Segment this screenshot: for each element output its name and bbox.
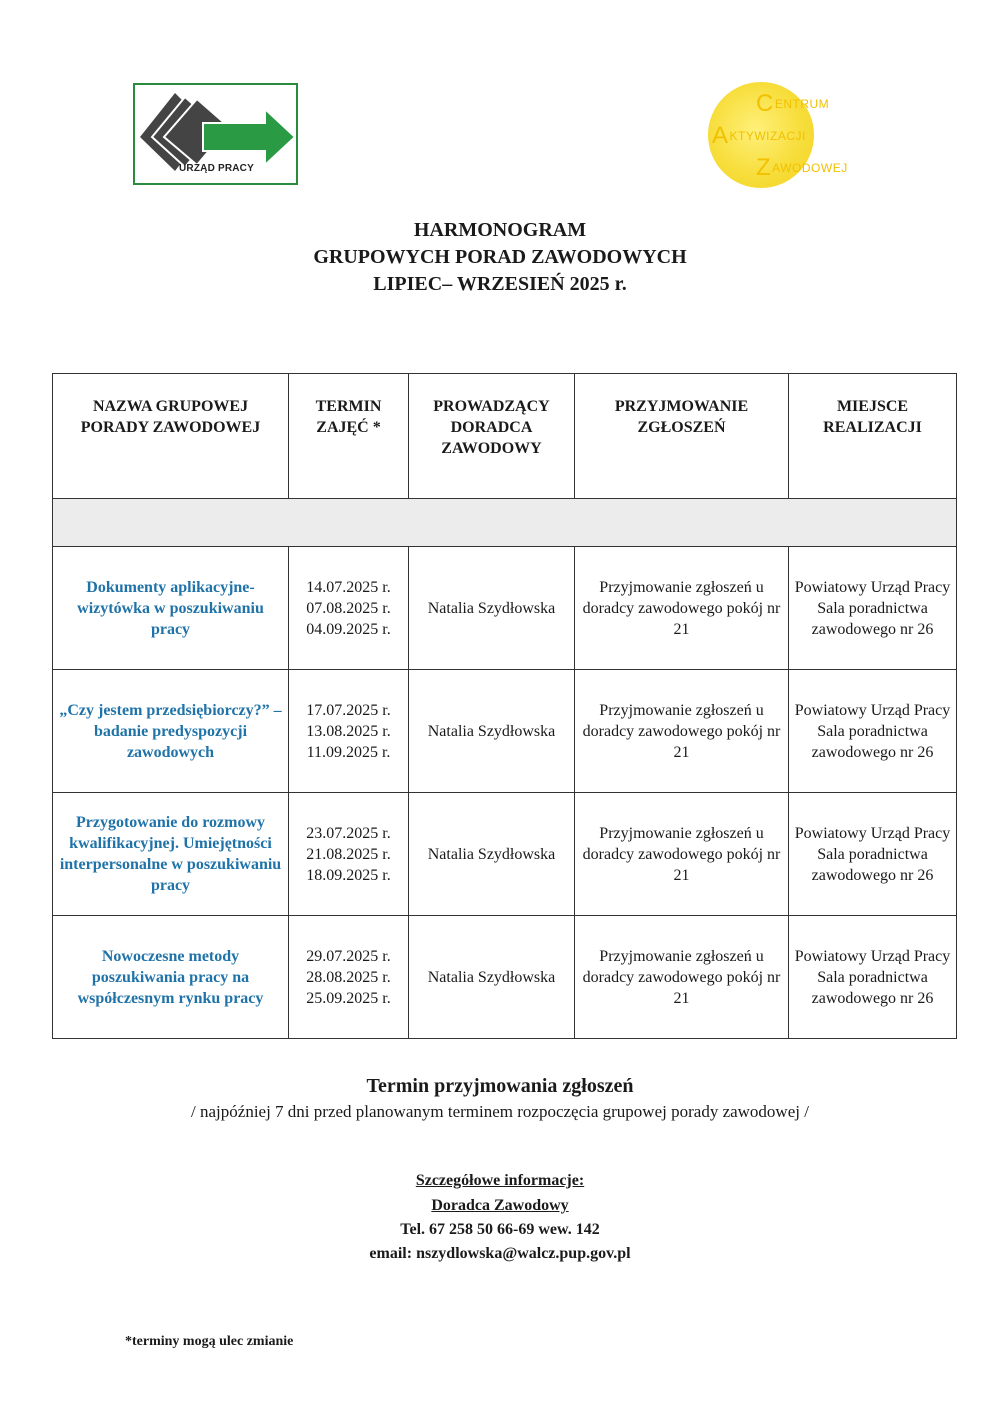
schedule-table bbox=[52, 373, 957, 1039]
caz-line-1: CENTRUM bbox=[756, 90, 830, 117]
urzad-pracy-logo bbox=[133, 83, 298, 185]
advisor: Natalia Szydłowska bbox=[409, 547, 575, 670]
registration: Przyjmowanie zgłoszeń u doradcy zawodowego pokój nr 21 bbox=[575, 793, 789, 916]
course-name: Dokumenty aplikacyjne- wizytówka w poszukiwaniu pracy bbox=[53, 547, 289, 670]
spacer-cell bbox=[53, 499, 957, 547]
course-dates: 23.07.2025 r. 21.08.2025 r. 18.09.2025 r. bbox=[289, 793, 409, 916]
caz-line-3: ZAWODOWEJ bbox=[756, 154, 848, 181]
advisor: Natalia Szydłowska bbox=[409, 670, 575, 793]
advisor: Natalia Szydłowska bbox=[409, 793, 575, 916]
place: Powiatowy Urząd Pracy Sala poradnictwa zawodowego nr 26 bbox=[789, 547, 957, 670]
table-row bbox=[53, 916, 957, 1039]
contact-role: Doradca Zawodowy bbox=[431, 1197, 569, 1214]
header-name: NAZWA GRUPOWEJ PORADY ZAWODOWEJ bbox=[53, 374, 289, 499]
registration: Przyjmowanie zgłoszeń u doradcy zawodowego pokój nr 21 bbox=[575, 670, 789, 793]
deadline-note: / najpóźniej 7 dni przed planowanym terminem rozpoczęcia grupowej porady zawodowej / bbox=[191, 1102, 809, 1121]
course-name: Nowoczesne metody poszukiwania pracy na współczesnym rynku pracy bbox=[53, 916, 289, 1039]
header-advisor: PROWADZĄCY DORADCA ZAWODOWY bbox=[409, 374, 575, 499]
contact-email: email: nszydlowska@walcz.pup.gov.pl bbox=[369, 1245, 631, 1262]
course-dates: 17.07.2025 r. 13.08.2025 r. 11.09.2025 r. bbox=[289, 670, 409, 793]
document-title-line-2: GRUPOWYCH PORAD ZAWODOWYCH bbox=[313, 246, 687, 268]
place: Powiatowy Urząd Pracy Sala poradnictwa zawodowego nr 26 bbox=[789, 670, 957, 793]
document-title-line-3: LIPIEC– WRZESIEŃ 2025 r. bbox=[373, 273, 627, 295]
contact-heading: Szczegółowe informacje: bbox=[415, 1172, 585, 1189]
registration: Przyjmowanie zgłoszeń u doradcy zawodowego pokój nr 21 bbox=[575, 916, 789, 1039]
course-dates: 29.07.2025 r. 28.08.2025 r. 25.09.2025 r. bbox=[289, 916, 409, 1039]
caz-line-2: AKTYWIZACJI bbox=[712, 122, 806, 149]
course-name: „Czy jestem przedsiębiorczy?” – badanie predyspozycji zawodowych bbox=[53, 670, 289, 793]
header-registration: PRZYJMOWANIE ZGŁOSZEŃ bbox=[575, 374, 789, 499]
registration: Przyjmowanie zgłoszeń u doradcy zawodowego pokój nr 21 bbox=[575, 547, 789, 670]
course-name: Przygotowanie do rozmowy kwalifikacyjnej. Umiejętności interpersonalne w poszukiwaniu pracy bbox=[53, 793, 289, 916]
contact-phone: Tel. 67 258 50 66-69 wew. 142 bbox=[400, 1221, 600, 1238]
table-header-row bbox=[53, 374, 957, 499]
urzad-pracy-label: URZĄD PRACY bbox=[179, 163, 254, 174]
table-row bbox=[53, 547, 957, 670]
table-row bbox=[53, 670, 957, 793]
header-dates: TERMIN ZAJĘĆ * bbox=[289, 374, 409, 499]
table-row bbox=[53, 793, 957, 916]
document-title-line-1: HARMONOGRAM bbox=[413, 219, 587, 241]
place: Powiatowy Urząd Pracy Sala poradnictwa zawodowego nr 26 bbox=[789, 793, 957, 916]
header-place: MIEJSCE REALIZACJI bbox=[789, 374, 957, 499]
deadline-title: Termin przyjmowania zgłoszeń bbox=[366, 1075, 634, 1097]
place: Powiatowy Urząd Pracy Sala poradnictwa zawodowego nr 26 bbox=[789, 916, 957, 1039]
table-spacer-row bbox=[53, 499, 957, 547]
advisor: Natalia Szydłowska bbox=[409, 916, 575, 1039]
footnote: *terminy mogą ulec zmianie bbox=[125, 1334, 294, 1349]
caz-logo bbox=[700, 80, 880, 190]
course-dates: 14.07.2025 r. 07.08.2025 r. 04.09.2025 r. bbox=[289, 547, 409, 670]
